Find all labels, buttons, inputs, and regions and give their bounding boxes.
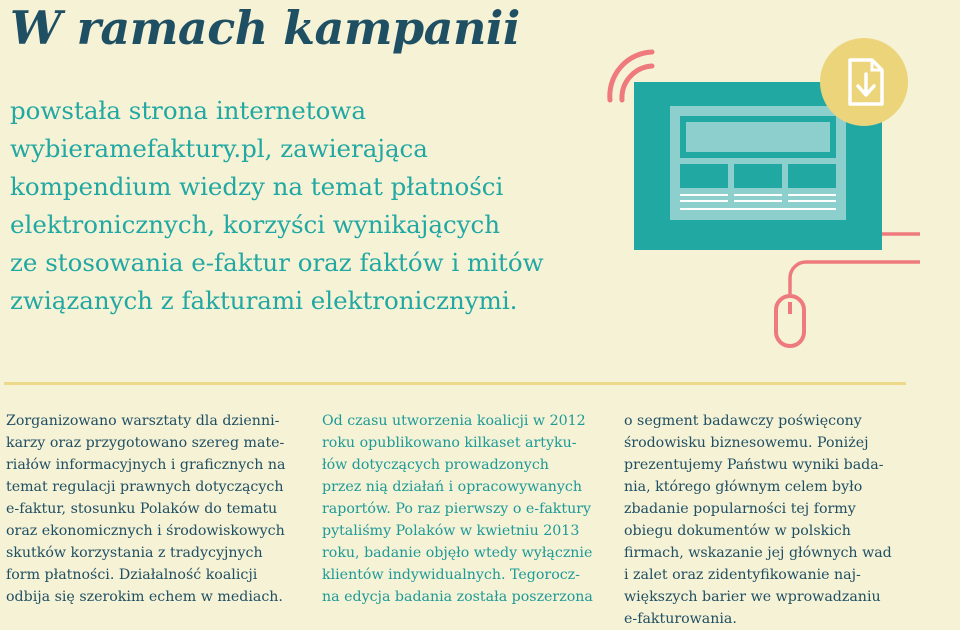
column-line: środowisku biznesowemu. Poniżej bbox=[624, 435, 869, 451]
column-line: form płatności. Działalność koalicji bbox=[6, 567, 258, 583]
column-line: i zalet oraz zidentyfikowanie naj- bbox=[624, 567, 861, 583]
column-line: riałów informacyjnych i graficznych na bbox=[6, 457, 286, 473]
column-line: pytaliśmy Polaków w kwietniu 2013 bbox=[322, 523, 580, 539]
document-download-icon bbox=[820, 38, 908, 126]
column-line: oraz ekonomicznych i środowiskowych bbox=[6, 523, 285, 539]
intro-line: powstała strona internetowa bbox=[10, 96, 366, 125]
column-line: temat regulacji prawnych dotyczących bbox=[6, 479, 284, 495]
column-line: Zorganizowano warsztaty dla dzienni- bbox=[6, 413, 280, 429]
laptop-illustration bbox=[600, 38, 920, 358]
text-column-1 bbox=[6, 410, 306, 608]
column-line: klientów indywidualnych. Tegorocz- bbox=[322, 567, 580, 583]
column-line: firmach, wskazanie jej głównych wad bbox=[624, 545, 892, 561]
column-line: skutków korzystania z tradycyjnych bbox=[6, 545, 263, 561]
column-line: nia, którego głównym celem było bbox=[624, 479, 863, 495]
column-line: roku, badanie objęło wtedy wyłącznie bbox=[322, 545, 593, 561]
text-column-3 bbox=[624, 410, 924, 630]
column-line: raportów. Po raz pierwszy o e-faktury bbox=[322, 501, 592, 517]
column-line: karzy oraz przygotowano szereg mate- bbox=[6, 435, 285, 451]
column-line: obiegu dokumentów w polskich bbox=[624, 523, 851, 539]
intro-line: kompendium wiedzy na temat płatności bbox=[10, 172, 504, 201]
section-divider bbox=[4, 382, 906, 385]
column-line: odbija się szerokim echem w mediach. bbox=[6, 589, 283, 605]
column-line: łów dotyczących prowadzonych bbox=[322, 457, 549, 473]
intro-line: ze stosowania e-faktur oraz faktów i mitów bbox=[10, 248, 544, 277]
column-line: zbadanie popularności tej formy bbox=[624, 501, 856, 517]
page-title: W ramach kampanii bbox=[10, 1, 520, 55]
column-line: prezentujemy Państwu wyniki bada- bbox=[624, 457, 884, 473]
text-column-2 bbox=[322, 410, 622, 608]
column-line: na edycja badania została poszerzona bbox=[322, 589, 593, 605]
column-line: roku opublikowano kilkaset artyku- bbox=[322, 435, 577, 451]
column-line: przez nią działań i opracowywanych bbox=[322, 479, 583, 495]
intro-line: elektronicznych, korzyści wynikających bbox=[10, 210, 501, 239]
computer-mouse-icon bbox=[776, 296, 804, 346]
column-line: e-fakturowania. bbox=[624, 611, 737, 627]
intro-line: wybieramefaktury.pl, zawierająca bbox=[10, 134, 428, 163]
column-line: większych barier we wprowadzaniu bbox=[624, 589, 881, 605]
column-line: o segment badawczy poświęcony bbox=[624, 413, 862, 429]
intro-text bbox=[10, 92, 610, 320]
intro-line: związanych z fakturami elektronicznymi. bbox=[10, 286, 518, 315]
column-line: e-faktur, stosunku Polaków do tematu bbox=[6, 501, 278, 517]
column-line: Od czasu utworzenia koalicji w 2012 bbox=[322, 413, 586, 429]
